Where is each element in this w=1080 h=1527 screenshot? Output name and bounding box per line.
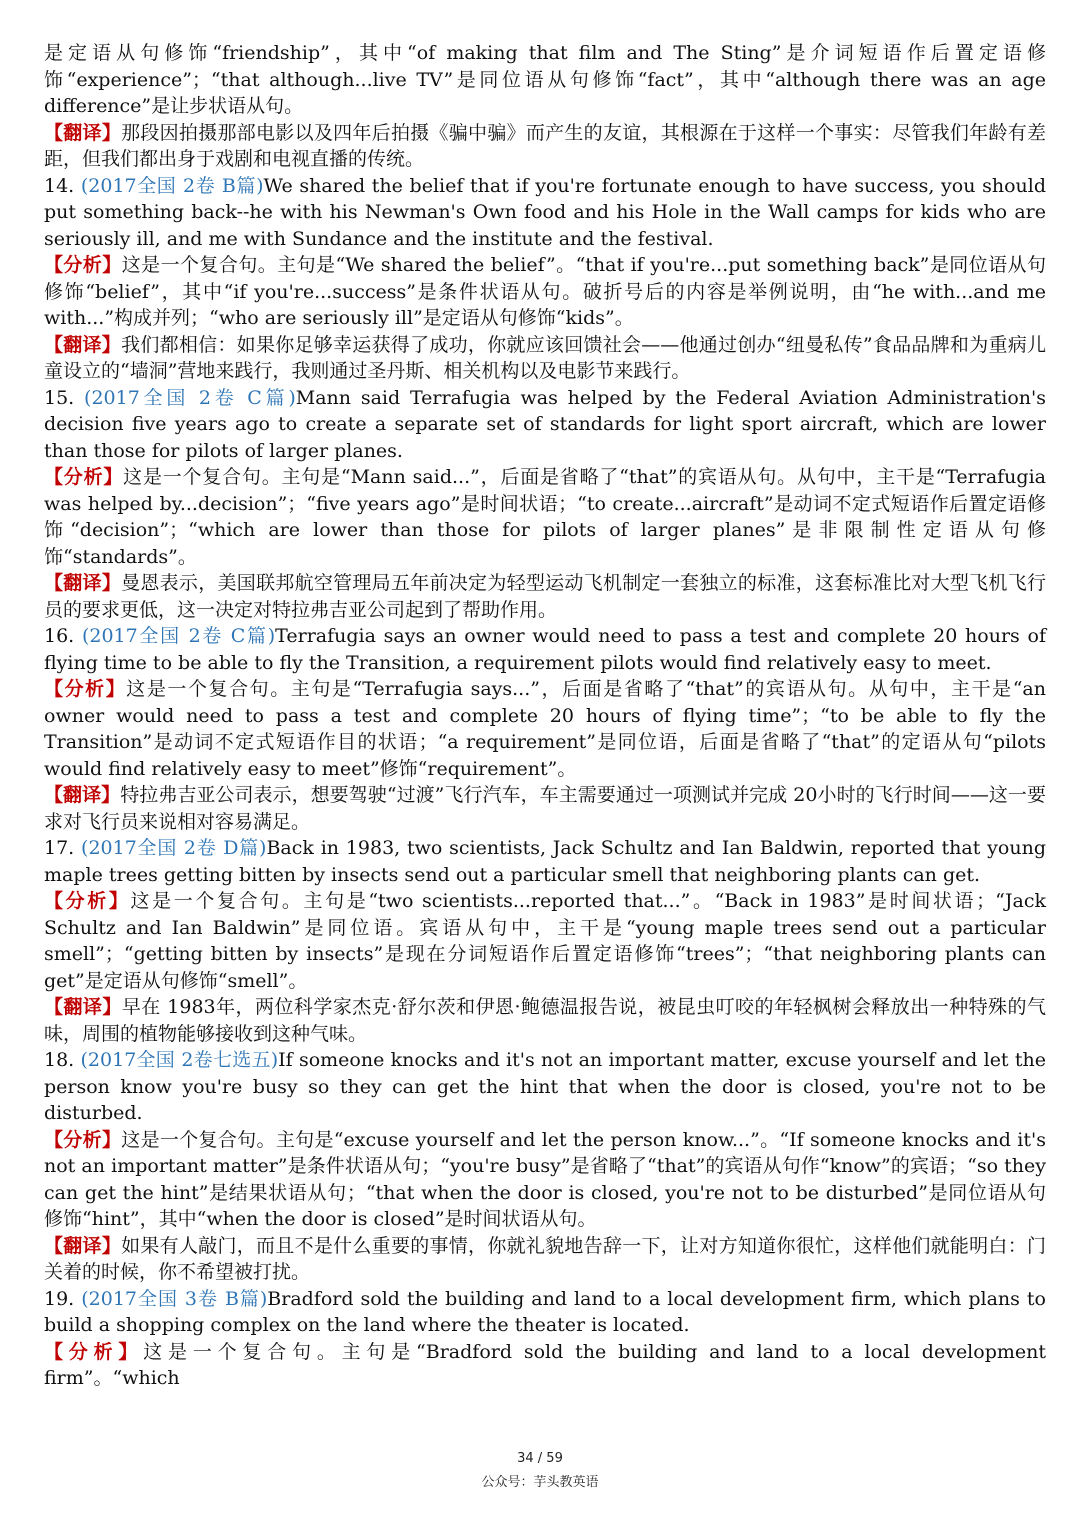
item-18-sentence: 18. (2017全国 2卷七选五)If someone knocks and it's not an important matter, excuse yourself and let the person know you're busy so they can get the hint that when the door is closed, you're not to be disturbed.	[44, 1049, 1046, 1124]
item-18-analysis: 【分析】这是一个复合句。主句是“excuse yourself and let the person know...”。“If someone knocks and it's not an important matter”是条件状语从句；“you're busy”是省略了“that”的宾语从句作“know”的宾语；“so they can get the hint”是结果状语从句；“that when the door is closed, you're not to be disturbed”是同位语从句修饰“hint”，其中“when the door is closed”是时间状语从句。	[44, 1128, 1046, 1230]
analysis-label: 【分析】	[44, 678, 127, 700]
document-body	[44, 40, 1046, 1392]
source-label: (2017全国 3卷 B篇)	[81, 1287, 268, 1310]
page-number: 34 / 59	[517, 1451, 563, 1466]
item-15-analysis: 【分析】这是一个复合句。主句是“Mann said...”，后面是省略了“that”的宾语从句。从句中，主干是“Terrafugia was helped by...decision”；“five years ago”是时间状语；“to create...aircraft”是动词不定式短语作后置定语修饰“decision”；“which are lower than those for pilots of larger planes”是非限制性定语从句修饰“standards”。	[44, 466, 1046, 568]
source-label: (2017全国 2卷 C篇)	[81, 625, 276, 647]
item-19-analysis: 【分析】这是一个复合句。主句是“Bradford sold the building and land to a local development firm”。“which	[44, 1340, 1046, 1389]
source-label: (2017全国 2卷七选五)	[80, 1049, 279, 1071]
source-label: (2017全国 2卷 C篇)	[84, 386, 296, 409]
item-17-analysis: 【分析】这是一个复合句。主句是“two scientists...reported that...”。“Back in 1983”是时间状语；“Jack Schultz and Ian Baldwin”是同位语。宾语从句中，主干是“young maple trees send out a particular smell”；“getting bitten by insects”是现在分词短语作后置定语修饰“trees”；“that neighboring plants can get”是定语从句修饰“smell”。	[44, 890, 1046, 992]
item-15-sentence: 15. (2017全国 2卷 C篇)Mann said Terrafugia was helped by the Federal Aviation Administration's decision five years ago to create a separate set of standards for light sport aircraft, which are lower than those for pilots of larger planes.	[44, 386, 1046, 462]
item-17-translation: 【翻译】早在 1983年，两位科学家杰克·舒尔茨和伊恩·鲍德温报告说，被昆虫叮咬的年轻枫树会释放出一种特殊的气味，周围的植物能够接收到这种气味。	[44, 996, 1046, 1045]
intro-translation: 【翻译】那段因拍摄那部电影以及四年后拍摄《骗中骗》而产生的友谊，其根源在于这样一个事实：尽管我们年龄有差距，但我们都出身于戏剧和电视直播的传统。	[44, 121, 1046, 170]
translation-label: 【翻译】	[44, 1234, 122, 1257]
translation-label: 【翻译】	[44, 121, 122, 144]
item-17-sentence: 17. (2017全国 2卷 D篇)Back in 1983, two scientists, Jack Schultz and Ian Baldwin, reported that young maple trees getting bitten by insects send out a particular smell that neighboring plants can get.	[44, 837, 1046, 886]
intro-paragraph: 是定语从句修饰“friendship”，其中“of making that film and The Sting”是介词短语作后置定语修饰“experience”；“that although...live TV”是同位语从句修饰“fact”，其中“although there was an age difference”是让步状语从句。	[44, 42, 1046, 117]
analysis-label: 【分析】	[44, 1340, 144, 1363]
analysis-label: 【分析】	[44, 466, 124, 488]
analysis-label: 【分析】	[44, 254, 122, 276]
item-18-translation: 【翻译】如果有人敲门，而且不是什么重要的事情，你就礼貌地告辞一下，让对方知道你很忙，这样他们就能明白：门关着的时候，你不希望被打扰。	[44, 1234, 1046, 1283]
item-16-translation: 【翻译】特拉弗吉亚公司表示，想要驾驶“过渡”飞行汽车，车主需要通过一项测试并完成 20小时的飞行时间——这一要求对飞行员来说相对容易满足。	[44, 784, 1046, 833]
footer-account: 公众号：芋头教英语	[481, 1475, 599, 1490]
analysis-label: 【分析】	[44, 1128, 122, 1151]
translation-label: 【翻译】	[44, 572, 122, 594]
item-16-sentence: 16. (2017全国 2卷 C篇)Terrafugia says an owner would need to pass a test and complete 20 hours of flying time to be able to fly the Transition, a requirement pilots would find relatively easy to meet.	[44, 625, 1047, 674]
item-19-sentence: 19. (2017全国 3卷 B篇)Bradford sold the building and land to a local development firm, which plans to build a shopping complex on the land where the theater is located.	[44, 1287, 1046, 1336]
item-15-translation: 【翻译】曼恩表示，美国联邦航空管理局五年前决定为轻型运动飞机制定一套独立的标准，这套标准比对大型飞机飞行员的要求更低，这一决定对特拉弗吉亚公司起到了帮助作用。	[44, 572, 1046, 621]
translation-label: 【翻译】	[44, 996, 122, 1018]
item-14-analysis: 【分析】这是一个复合句。主句是“We shared the belief”。“that if you're...put something back”是同位语从句修饰“belief”，其中“if you're...success”是条件状语从句。破折号后的内容是举例说明，由“he with...and me with...”构成并列；“who are seriously ill”是定语从句修饰“kids”。	[44, 254, 1046, 329]
item-14-translation: 【翻译】我们都相信：如果你足够幸运获得了成功，你就应该回馈社会——他通过创办“纽曼私传”食品品牌和为重病儿童设立的“墙洞”营地来践行，我则通过圣丹斯、相关机构以及电影节来践行。	[44, 333, 1046, 382]
source-label: (2017全国 2卷 D篇)	[81, 837, 267, 859]
source-label: (2017全国 2卷 B篇)	[80, 174, 264, 197]
translation-label: 【翻译】	[44, 333, 122, 356]
analysis-label: 【分析】	[44, 890, 131, 912]
item-16-analysis: 【分析】这是一个复合句。主句是“Terrafugia says...”，后面是省略了“that”的宾语从句。从句中，主干是“an owner would need to pass a test and complete 20 hours of flying time”；“to be able to fly the Transition”是动词不定式短语作目的状语；“a requirement”是同位语，后面是省略了“that”的定语从句“pilots would find relatively easy to meet”修饰“requirement”。	[44, 678, 1046, 780]
translation-label: 【翻译】	[44, 784, 121, 806]
item-14-sentence: 14. (2017全国 2卷 B篇)We shared the belief that if you're fortunate enough to have success, you should put something back--he with his Newman's Own food and his Hole in the Wall camps for kids who are seriously ill, and me with Sundance and the institute and the festival.	[44, 174, 1046, 250]
